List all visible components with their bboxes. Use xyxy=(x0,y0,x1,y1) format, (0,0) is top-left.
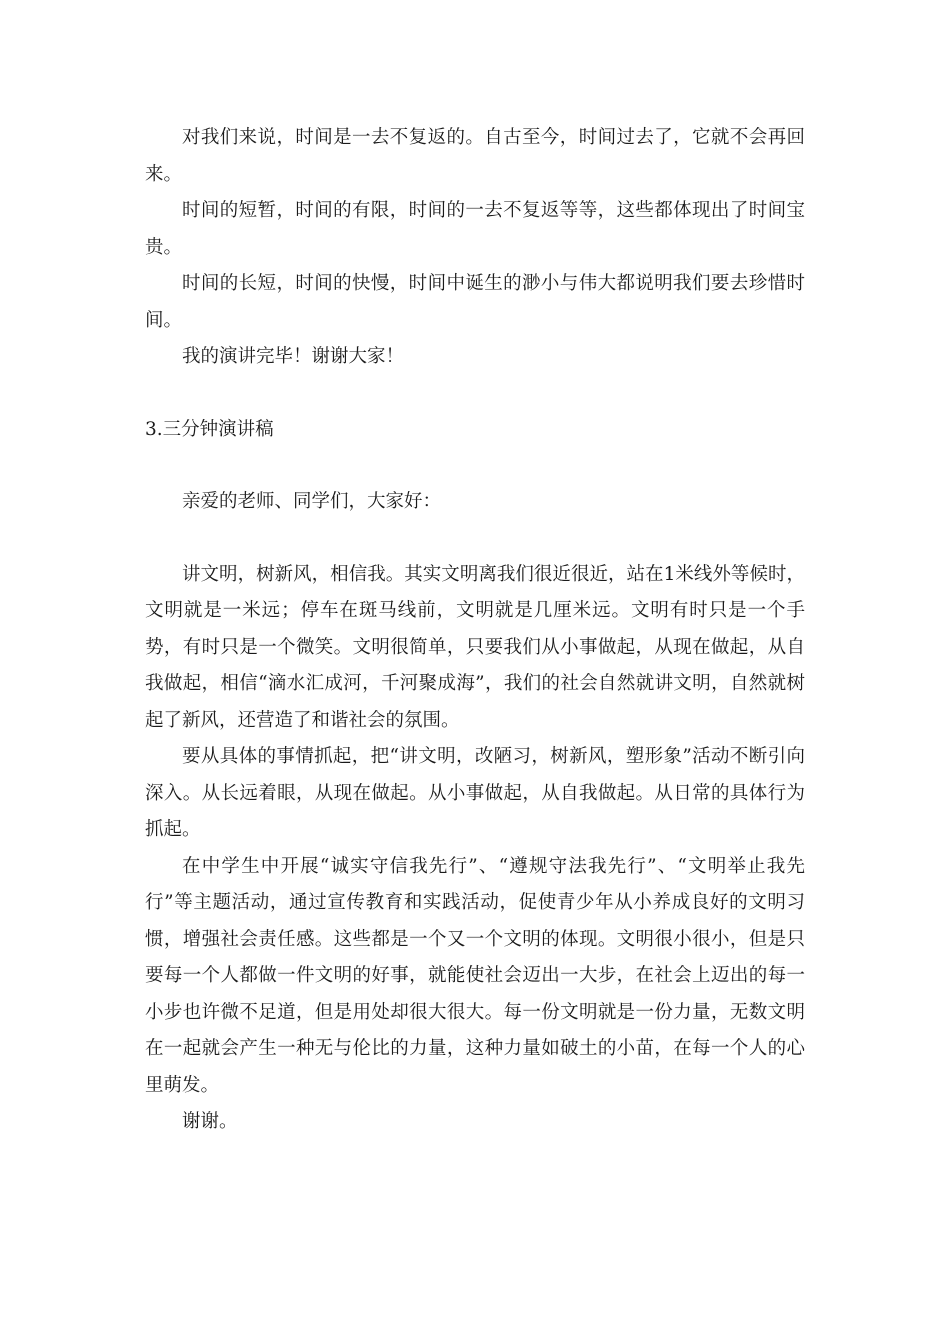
greeting: 亲爱的老师、同学们，大家好： xyxy=(182,491,442,512)
spacer xyxy=(145,376,805,412)
paragraph: 时间的长短，时间的快慢，时间中诞生的渺小与伟大都说明我们要去珍惜时间。 xyxy=(145,273,805,331)
spacer xyxy=(145,448,805,484)
paragraph: 在中学生中开展“诚实守信我先行”、“遵规守法我先行”、“文明举止我先行”等主题活动，通过宣传教育和实践活动，促使青少年从小养成良好的文明习惯，增强社会责任感。这些都是一个又一个文明的体现。文明很小很小，但是只要每一个人都做一件文明的好事，就能使社会迈出一大步，在社会上迈出的每一小步也许微不足道，但是用处却很大很大。每一份文明就是一份力量，无数文明在一起就会产生一种无与伦比的力量，这种力量如破土的小苗，在每一个人的心里萌发。 xyxy=(145,855,805,1096)
paragraph: 谢谢。 xyxy=(182,1111,238,1132)
paragraph: 我的演讲完毕！谢谢大家！ xyxy=(182,346,405,367)
paragraph: 要从具体的事情抓起，把“讲文明，改陋习，树新风，塑形象”活动不断引向深入。从长远着眼，从现在做起。从小事做起，从自我做起。从日常的具体行为抓起。 xyxy=(145,746,805,840)
paragraph: 对我们来说，时间是一去不复返的。自古至今，时间过去了，它就不会再回来。 xyxy=(145,127,805,185)
spacer xyxy=(145,521,805,557)
paragraph: 时间的短暂，时间的有限，时间的一去不复返等等，这些都体现出了时间宝贵。 xyxy=(145,200,805,258)
document-body xyxy=(145,120,805,1141)
paragraph: 讲文明，树新风，相信我。其实文明离我们很近很近，站在1米线外等候时，文明就是一米远；停车在斑马线前，文明就是几厘米远。文明有时只是一个手势，有时只是一个微笑。文明很简单，只要我们从小事做起，从现在做起，从自我做起，相信“滴水汇成河，千河聚成海”，我们的社会自然就讲文明，自然就树起了新风，还营造了和谐社会的氛围。 xyxy=(145,563,805,731)
section-heading: 3.三分钟演讲稿 xyxy=(145,418,274,440)
